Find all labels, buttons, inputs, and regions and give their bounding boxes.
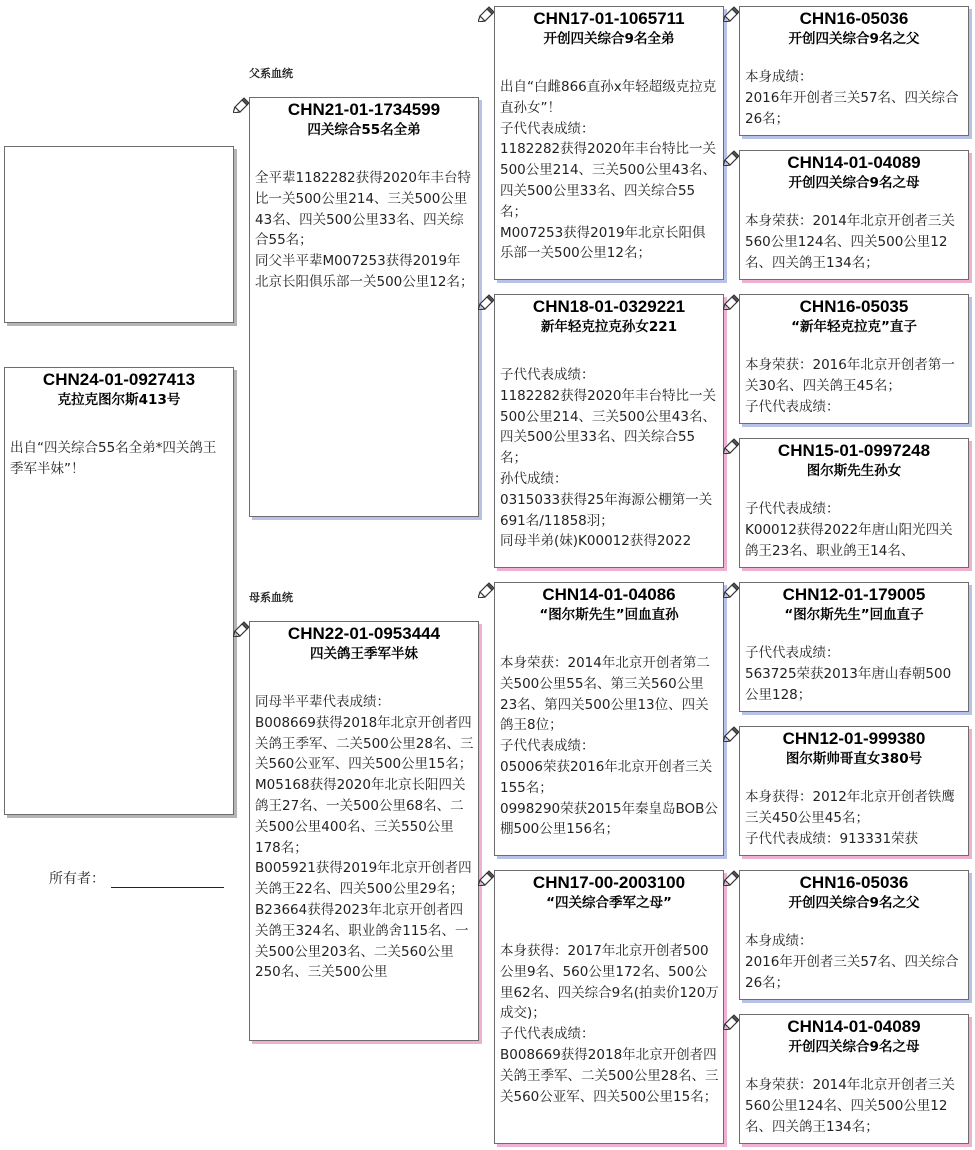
ddd-card[interactable] <box>739 1014 969 1144</box>
edit-pen-icon[interactable] <box>478 6 494 22</box>
dss-card[interactable] <box>739 582 969 712</box>
edit-pen-icon[interactable] <box>723 438 739 454</box>
ddd-desc: 本身荣获：2014年北京开创者三关560公里124名、四关500公里12名、四关鸽王134名； <box>745 1077 955 1135</box>
subject-desc: 出自“四关综合55名全弟*四关鸽王季军半妹”！ <box>10 440 217 477</box>
dam-dam-name: “四关综合季军之母” <box>546 895 672 911</box>
sire-name: 四关综合55名全弟 <box>307 122 421 138</box>
dam-desc: 同母半平辈代表成绩： B008669获得2018年北京开创者四关鸽王季军、二关500公里28名、三关560公亚军、四关500公里15名； M05168获得2020年北京长阳四关鸽王27名、一关500公里68名、二关500公里400名、三关550公里178名； B005921获得2019年北京开创者四关鸽王22名、四关500公里29名； B23664获得2023年北京开创者四关鸽王324名、职业鸽舍115名、一关500公里203名、二关560公里250名、三关500公里 <box>255 694 474 981</box>
dam-name: 四关鸽王季军半妹 <box>310 646 418 662</box>
edit-pen-icon[interactable] <box>723 726 739 742</box>
dds-id: CHN16-05036 <box>799 873 909 892</box>
dam-id: CHN22-01-0953444 <box>287 624 441 643</box>
dam-sire-card[interactable] <box>494 582 724 856</box>
dss-desc: 子代代表成绩： 563725荣获2013年唐山春朝500公里128； <box>745 645 952 703</box>
sss-card[interactable] <box>739 6 969 136</box>
owner-line[interactable] <box>111 873 224 888</box>
dds-name: 开创四关综合9名之父 <box>788 895 920 911</box>
sss-id: CHN16-05036 <box>799 9 909 28</box>
dam-card[interactable] <box>249 621 479 1041</box>
dsd-name: 图尔斯帅哥直女380号 <box>785 751 923 767</box>
owner-label: 所有者： <box>49 871 105 887</box>
sire-sire-card[interactable] <box>494 6 724 280</box>
sire-sire-desc: 出自“白雌866直孙x年轻超级克拉克直孙女”！ 子代代表成绩： 1182282获得2020年丰台特比一关500公里214、三关500公里43名、四关500公里33名、四关综合55名； M007253获得2019年北京长阳俱乐部一关500公里12名； <box>500 79 717 262</box>
dam-dam-card[interactable] <box>494 870 724 1144</box>
subject-name: 克拉克图尔斯413号 <box>57 392 181 408</box>
dam-dam-desc: 本身获得：2017年北京开创者500公里9名、560公里172名、500公里62名、四关综合9名(拍卖价120万成交)； 子代代表成绩： B008669获得2018年北京开创者四关鸽王季军、二关500公里28名、三关560公亚军、四关500公里15名； <box>500 943 719 1105</box>
edit-pen-icon[interactable] <box>723 6 739 22</box>
dss-name: “图尔斯先生”回血直子 <box>784 607 924 623</box>
sss-name: 开创四关综合9名之父 <box>788 31 920 47</box>
sdd-card[interactable] <box>739 438 969 568</box>
ssd-name: 开创四关综合9名之母 <box>788 175 920 191</box>
sire-dam-name: 新年轻克拉克孙女221 <box>540 319 678 335</box>
sire-dam-desc: 子代代表成绩： 1182282获得2020年丰台特比一关500公里214、三关500公里43名、四关500公里33名、四关综合55名； 孙代成绩： 0315033获得25年海源公棚第一关691名/11858羽； 同母半弟(妹)K00012获得2022 <box>500 367 716 550</box>
owner-field <box>49 868 224 888</box>
edit-pen-icon[interactable] <box>478 582 494 598</box>
sire-dam-id: CHN18-01-0329221 <box>532 297 686 316</box>
sds-id: CHN16-05035 <box>799 297 909 316</box>
dam-sire-desc: 本身荣获：2014年北京开创者第二关500公里55名、第三关560公里23名、第四关500公里13位、四关鸽王8位； 子代代表成绩： 05006荣获2016年北京开创者三关155名； 0998290荣获2015年秦皇岛BOB公棚500公里156名； <box>500 655 718 838</box>
dsd-desc: 本身获得：2012年北京开创者铁鹰三关450公里45名； 子代代表成绩：913331荣获 <box>745 789 955 847</box>
photo-placeholder <box>4 146 234 323</box>
sss-desc: 本身成绩： 2016年开创者三关57名、四关综合26名； <box>745 69 959 127</box>
dss-id: CHN12-01-179005 <box>782 585 926 604</box>
sire-id: CHN21-01-1734599 <box>287 100 441 119</box>
sire-desc: 全平辈1182282获得2020年丰台特比一关500公里214、三关500公里43名、四关500公里33名、四关综合55名； 同父半平辈M007253获得2019年北京长阳俱乐部一关500公里12名； <box>255 170 474 290</box>
sdd-id: CHN15-01-0997248 <box>777 441 931 460</box>
dam-dam-id: CHN17-00-2003100 <box>532 873 686 892</box>
edit-pen-icon[interactable] <box>723 294 739 310</box>
ssd-desc: 本身荣获：2014年北京开创者三关560公里124名、四关500公里12名、四关鸽王134名； <box>745 213 955 271</box>
dsd-id: CHN12-01-999380 <box>782 729 926 748</box>
ssd-id: CHN14-01-04089 <box>787 153 921 172</box>
sire-card[interactable] <box>249 97 479 517</box>
sds-desc: 本身荣获：2016年北京开创者第一关30名、四关鸽王45名； 子代代表成绩： <box>745 357 955 415</box>
edit-pen-icon[interactable] <box>723 1014 739 1030</box>
ssd-card[interactable] <box>739 150 969 280</box>
sds-card[interactable] <box>739 294 969 424</box>
edit-pen-icon[interactable] <box>233 621 249 637</box>
sire-sire-id: CHN17-01-1065711 <box>533 9 685 28</box>
dam-sire-name: “图尔斯先生”回血直孙 <box>539 607 679 623</box>
sdd-desc: 子代代表成绩： K00012获得2022年唐山阳光四关鸽王23名、职业鸽王14名、 <box>745 501 953 559</box>
sdd-name: 图尔斯先生孙女 <box>806 463 902 479</box>
dsd-card[interactable] <box>739 726 969 856</box>
edit-pen-icon[interactable] <box>233 97 249 113</box>
ddd-id: CHN14-01-04089 <box>787 1017 921 1036</box>
dds-desc: 本身成绩： 2016年开创者三关57名、四关综合26名； <box>745 933 959 991</box>
dds-card[interactable] <box>739 870 969 1000</box>
sire-section-label: 父系血统 <box>249 67 293 80</box>
dam-section-label: 母系血统 <box>249 591 293 604</box>
dam-sire-id: CHN14-01-04086 <box>542 585 676 604</box>
edit-pen-icon[interactable] <box>723 150 739 166</box>
subject-card[interactable] <box>4 367 234 815</box>
subject-id: CHN24-01-0927413 <box>42 370 196 389</box>
sire-sire-name: 开创四关综合9名全弟 <box>543 31 675 47</box>
edit-pen-icon[interactable] <box>723 870 739 886</box>
edit-pen-icon[interactable] <box>723 582 739 598</box>
sire-dam-card[interactable] <box>494 294 724 568</box>
edit-pen-icon[interactable] <box>478 294 494 310</box>
ddd-name: 开创四关综合9名之母 <box>788 1039 920 1055</box>
sds-name: “新年轻克拉克”直子 <box>791 319 917 335</box>
edit-pen-icon[interactable] <box>478 870 494 886</box>
